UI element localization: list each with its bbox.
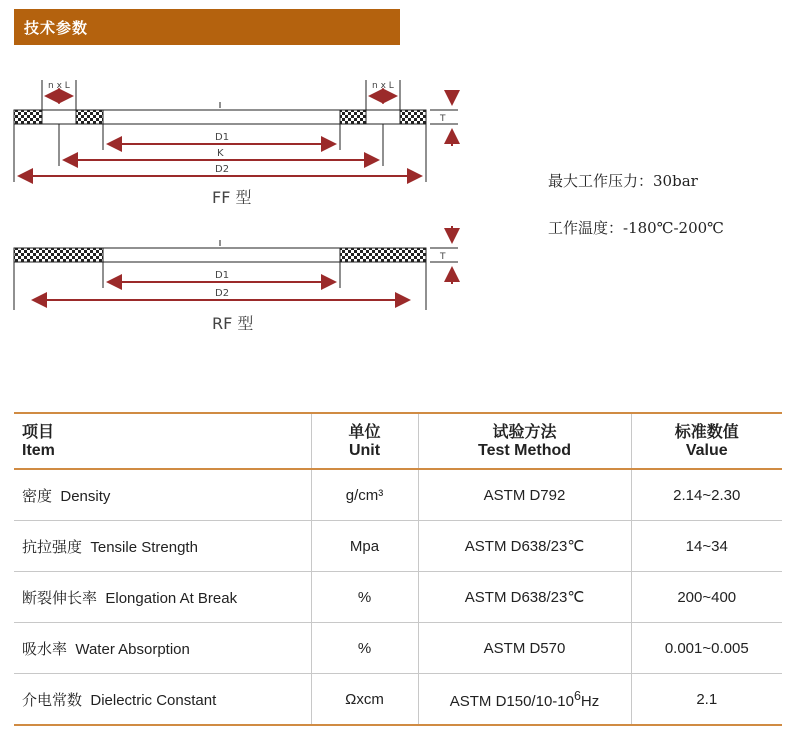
section-header — [14, 9, 400, 45]
row-unit: g/cm³ — [311, 469, 418, 521]
row-item-en: Water Absorption — [75, 640, 190, 658]
row-item-cn: 吸水率 — [22, 639, 68, 658]
header-item — [14, 413, 311, 469]
table-row — [14, 674, 782, 726]
row-method-unit: Hz — [580, 692, 600, 710]
row-method: ASTM D638/23℃ — [418, 521, 631, 572]
row-method: ASTM D570 — [418, 623, 631, 674]
header-unit-en: Unit — [348, 442, 381, 459]
row-item — [14, 674, 311, 726]
row-item-cn: 断裂伸长率 — [22, 588, 98, 607]
row-unit: % — [311, 623, 418, 674]
header-value-cn: 标准数值 — [674, 422, 739, 441]
row-value: 0.001~0.005 — [631, 623, 782, 674]
header-value-en: Value — [685, 442, 728, 459]
header-item-en: Item — [22, 442, 55, 459]
temperature-spec: 工作温度：-180℃-200℃ — [548, 219, 724, 237]
row-item-cn: 密度 — [22, 486, 53, 505]
table-header-row — [14, 413, 782, 469]
rf-d2-label: D2 — [215, 288, 230, 299]
row-unit: Ωxcm — [311, 674, 418, 726]
ff-t-label: T — [440, 114, 446, 124]
header-unit — [311, 413, 418, 469]
row-value: 2.1 — [631, 674, 782, 726]
row-method: ASTM D792 — [418, 469, 631, 521]
ff-k-label: K — [217, 148, 224, 159]
rf-t-label: T — [440, 252, 446, 262]
row-method-base: ASTM D150/10-10 — [449, 692, 574, 710]
row-item-en: Tensile Strength — [90, 538, 198, 556]
ff-title: FF 型 — [212, 188, 252, 207]
row-method — [418, 674, 631, 726]
header-value — [631, 413, 782, 469]
table-row — [14, 623, 782, 674]
header-item-cn: 项目 — [22, 422, 55, 441]
header-method-en: Test Method — [477, 442, 572, 459]
row-item — [14, 469, 311, 521]
table-row — [14, 572, 782, 623]
row-unit: Mpa — [311, 521, 418, 572]
table-row — [14, 469, 782, 521]
ff-nxl-label-right: n x L — [372, 81, 394, 91]
row-item-en: Dielectric Constant — [90, 691, 217, 709]
max-pressure-spec: 最大工作压力：30bar — [548, 172, 698, 190]
row-item-en: Density — [60, 487, 111, 505]
row-item — [14, 623, 311, 674]
ff-nxl-label-left: n x L — [48, 81, 70, 91]
row-value: 2.14~2.30 — [631, 469, 782, 521]
row-method-exponent: 6 — [573, 688, 581, 703]
header-method — [418, 413, 631, 469]
row-method: ASTM D638/23℃ — [418, 572, 631, 623]
row-value: 200~400 — [631, 572, 782, 623]
section-title: 技术参数 — [24, 19, 89, 37]
row-unit: % — [311, 572, 418, 623]
header-unit-cn: 单位 — [348, 422, 381, 441]
row-item-cn: 抗拉强度 — [22, 537, 83, 556]
row-item-cn: 介电常数 — [22, 690, 83, 709]
row-value: 14~34 — [631, 521, 782, 572]
ff-d2-label: D2 — [215, 164, 230, 175]
table-row — [14, 521, 782, 572]
rf-title: RF 型 — [212, 314, 254, 333]
gasket-diagram — [0, 70, 480, 340]
ff-d1-label: D1 — [215, 132, 230, 143]
row-item-en: Elongation At Break — [105, 589, 238, 607]
row-item — [14, 572, 311, 623]
rf-gasket — [14, 226, 458, 310]
rf-d1-label: D1 — [215, 270, 230, 281]
ff-gasket — [14, 80, 458, 182]
row-item — [14, 521, 311, 572]
header-method-cn: 试验方法 — [492, 422, 557, 441]
properties-table — [14, 412, 782, 726]
